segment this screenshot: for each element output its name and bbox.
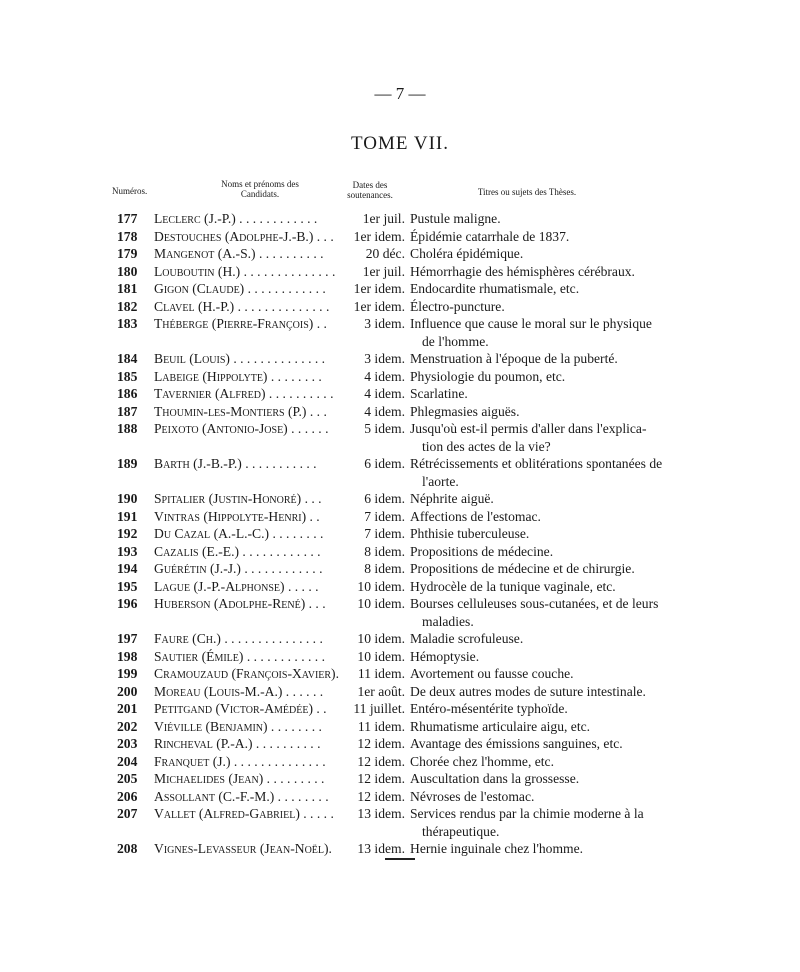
end-rule [385,858,415,860]
candidate-name: Labeige (Hippolyte) . . . . . . . . [154,368,322,384]
thesis-title [410,525,684,543]
thesis-title-line: Influence que cause le moral sur le physique [410,316,652,331]
thesis-title-line: Propositions de médecine. [410,543,554,559]
defense-date: 3 idem. [364,351,405,366]
table-row [0,263,800,281]
defense-date: 12 idem. [357,788,405,804]
thesis-title [410,648,684,666]
candidate-name: Beuil (Louis) . . . . . . . . . . . . . . [154,351,326,366]
thesis-title [410,385,684,403]
entry-number: 208 [117,841,138,856]
thesis-title-line: Menstruation à l'époque de la puberté. [410,351,618,366]
thesis-title [410,263,684,281]
thesis-title-line: Épidémie catarrhale de 1837. [410,228,570,244]
entry-number: 189 [117,456,138,471]
table-row [0,700,800,718]
table-row [0,228,800,246]
candidate-name: Barth (J.-B.-P.) . . . . . . . . . . . [154,456,317,471]
thesis-title [410,630,684,648]
candidate-name: Du Cazal (A.-L.-C.) . . . . . . . . [154,526,324,541]
table-row [0,595,800,630]
table-row [0,455,800,490]
thesis-title-line: Électro-puncture. [410,298,505,314]
candidate-name: Lague (J.-P.-Alphonse) . . . . . [154,578,319,594]
defense-date: 5 idem. [364,421,405,436]
thesis-title [410,315,684,350]
defense-date: 12 idem. [357,753,405,769]
header-dates: Dates des soutenances. [347,180,393,200]
thesis-title-line: Hémorrhagie des hémisphères cérébraux. [410,263,635,279]
defense-date: 10 idem. [357,648,405,664]
table-row [0,718,800,736]
entry-number: 177 [117,211,138,226]
table-row [0,665,800,683]
candidate-name: Gigon (Claude) . . . . . . . . . . . . [154,281,326,296]
thesis-title-continuation: thérapeutique. [422,823,500,839]
thesis-title [410,735,684,753]
thesis-title [410,245,684,263]
defense-date: 20 déc. [365,246,405,261]
entry-number: 192 [117,526,138,541]
candidate-name: Spitalier (Justin-Honoré) . . . [154,491,322,506]
defense-date: 8 idem. [364,561,405,576]
thesis-title [410,683,684,701]
candidate-name: Mangenot (A.-S.) . . . . . . . . . . [154,246,324,261]
entry-number: 179 [117,246,138,261]
defense-date: 1er juil. [362,263,405,279]
entry-number: 205 [117,771,138,786]
entry-number: 190 [117,491,138,506]
thesis-title [410,578,684,596]
table-row [0,648,800,666]
defense-date: 7 idem. [364,526,405,541]
thesis-title-line: Avantage des émissions sanguines, etc. [410,736,623,751]
thesis-title-line: Néphrite aiguë. [410,491,494,506]
thesis-title-line: Services rendus par la chimie moderne à la [410,806,644,821]
defense-date: 1er août. [357,683,405,699]
header-titres: Titres ou sujets des Thèses. [477,187,577,197]
table-row [0,753,800,771]
table-row [0,350,800,368]
table-row [0,298,800,316]
candidate-name: Peixoto (Antonio-Jose) . . . . . . [154,421,329,436]
thesis-title-line: Pustule maligne. [410,211,501,226]
defense-date: 1er idem. [353,228,405,244]
thesis-title-continuation: l'aorte. [422,473,459,489]
table-row [0,420,800,455]
entry-number: 188 [117,421,138,436]
defense-date: 6 idem. [364,456,405,471]
candidate-name: Viéville (Benjamin) . . . . . . . . [154,718,322,734]
defense-date: 1er juil. [362,211,405,226]
entry-number: 207 [117,806,138,821]
candidate-name: Franquet (J.) . . . . . . . . . . . . . . [154,753,326,769]
thesis-title-line: Névroses de l'estomac. [410,788,535,804]
defense-date: 4 idem. [364,368,405,384]
defense-date: 13 idem. [357,841,405,856]
header-noms: Noms et prénoms des Candidats. [221,179,299,199]
thesis-title [410,805,684,840]
candidate-name: Rincheval (P.-A.) . . . . . . . . . . [154,736,321,751]
entry-number: 201 [117,701,138,716]
table-row [0,840,800,858]
table-row [0,630,800,648]
table-row [0,525,800,543]
thesis-title-continuation: de l'homme. [422,333,489,349]
thesis-title [410,350,684,368]
entry-number: 180 [117,263,138,279]
thesis-title-line: Phthisie tuberculeuse. [410,526,530,541]
thesis-title [410,490,684,508]
thesis-title-line: Bourses celluleuses sous-cutanées, et de leurs [410,596,659,611]
entry-number: 185 [117,368,138,384]
page-number: — 7 — [374,84,426,103]
entry-number: 198 [117,648,138,664]
table-row [0,403,800,421]
entry-number: 200 [117,683,138,699]
thesis-title-line: Jusqu'où est-il permis d'aller dans l'explica- [410,421,647,436]
entry-number: 193 [117,543,138,559]
defense-date: 10 idem. [357,631,405,646]
thesis-title [410,700,684,718]
candidate-name: Huberson (Adolphe-René) . . . [154,596,326,611]
entry-number: 187 [117,403,138,419]
entry-number: 196 [117,596,138,611]
table-row [0,543,800,561]
defense-date: 4 idem. [364,403,405,419]
entry-number: 184 [117,351,138,366]
thesis-title-line: Scarlatine. [410,386,468,401]
defense-date: 3 idem. [364,316,405,331]
entry-number: 182 [117,298,138,314]
candidate-name: Vintras (Hippolyte-Henri) . . [154,508,320,524]
thesis-title-line: Phlegmasies aiguës. [410,403,520,419]
thesis-title [410,455,684,490]
candidate-name: Vignes-Levasseur (Jean-Noël). [154,841,332,856]
thesis-title [410,665,684,683]
defense-date: 11 idem. [357,718,405,734]
candidate-name: Tavernier (Alfred) . . . . . . . . . . [154,386,334,401]
thesis-title-line: De deux autres modes de suture intestinale. [410,683,646,699]
thesis-title [410,280,684,298]
candidate-name: Moreau (Louis-M.-A.) . . . . . . [154,683,324,699]
thesis-title [410,560,684,578]
thesis-title-line: Choléra épidémique. [410,246,524,261]
defense-date: 12 idem. [357,771,405,786]
thesis-title-line: Propositions de médecine et de chirurgie. [410,561,635,576]
entry-number: 202 [117,718,138,734]
entry-number: 206 [117,788,138,804]
thesis-title [410,298,684,316]
thesis-title [410,595,684,630]
thesis-title [410,753,684,771]
defense-date: 10 idem. [357,578,405,594]
entry-number: 197 [117,631,138,646]
table-row [0,368,800,386]
table-row [0,735,800,753]
entry-number: 178 [117,228,138,244]
entry-number: 195 [117,578,138,594]
thesis-title [410,368,684,386]
defense-date: 7 idem. [364,508,405,524]
thesis-title-line: Hernie inguinale chez l'homme. [410,841,584,856]
thesis-title-line: Endocardite rhumatismale, etc. [410,281,580,296]
thesis-title [410,718,684,736]
candidate-name: Cazalis (E.-E.) . . . . . . . . . . . . [154,543,321,559]
entry-number: 181 [117,281,138,296]
thesis-title-line: Maladie scrofuleuse. [410,631,524,646]
table-row [0,788,800,806]
candidate-name: Destouches (Adolphe-J.-B.) . . . [154,228,334,244]
thesis-title-continuation: maladies. [422,613,474,629]
candidate-name: Petitgand (Victor-Amédée) . . [154,701,327,716]
defense-date: 11 idem. [357,666,405,681]
thesis-title-line: Hémoptysie. [410,648,480,664]
defense-date: 1er idem. [353,281,405,296]
table-row [0,770,800,788]
entry-number: 191 [117,508,138,524]
thesis-title [410,403,684,421]
table-row [0,683,800,701]
entry-number: 186 [117,386,138,401]
candidate-name: Sautier (Émile) . . . . . . . . . . . . [154,648,325,664]
thesis-title-line: Affections de l'estomac. [410,508,541,524]
candidate-name: Cramouzaud (François-Xavier). [154,666,339,681]
thesis-title-line: Avortement ou fausse couche. [410,666,574,681]
candidate-name: Faure (Ch.) . . . . . . . . . . . . . . . [154,631,323,646]
table-row [0,210,800,228]
thesis-title [410,543,684,561]
candidate-name: Vallet (Alfred-Gabriel) . . . . . [154,806,334,821]
thesis-title-line: Hydrocèle de la tunique vaginale, etc. [410,578,616,594]
thesis-list [0,210,800,858]
thesis-title [410,508,684,526]
entry-number: 203 [117,736,138,751]
defense-date: 1er idem. [353,298,405,314]
defense-date: 13 idem. [357,806,405,821]
table-row [0,245,800,263]
thesis-title-line: Rétrécissements et oblitérations spontanées de [410,456,663,471]
candidate-name: Théberge (Pierre-François) . . [154,316,327,331]
candidate-name: Guérétin (J.-J.) . . . . . . . . . . . . [154,561,323,576]
candidate-name: Michaelides (Jean) . . . . . . . . . [154,771,325,786]
table-row [0,508,800,526]
table-row [0,280,800,298]
table-row [0,490,800,508]
entry-number: 183 [117,316,138,331]
entry-number: 194 [117,561,138,576]
thesis-title [410,228,684,246]
defense-date: 4 idem. [364,386,405,401]
volume-title: TOME VII. [350,133,450,154]
candidate-name: Thoumin-les-Montiers (P.) . . . [154,403,327,419]
thesis-title-line: Entéro-mésentérite typhoïde. [410,701,568,716]
thesis-title-line: Auscultation dans la grossesse. [410,771,580,786]
thesis-title [410,840,684,858]
table-row [0,385,800,403]
table-row [0,805,800,840]
header-numeros: Numéros. [112,186,148,196]
table-row [0,578,800,596]
entry-number: 204 [117,753,138,769]
table-row [0,315,800,350]
defense-date: 6 idem. [364,491,405,506]
thesis-title [410,788,684,806]
defense-date: 11 juillet. [353,701,405,716]
defense-date: 8 idem. [364,543,405,559]
candidate-name: Louboutin (H.) . . . . . . . . . . . . . . [154,263,336,279]
defense-date: 10 idem. [357,596,405,611]
thesis-title [410,420,684,455]
thesis-title [410,770,684,788]
entry-number: 199 [117,666,138,681]
thesis-title [410,210,684,228]
defense-date: 12 idem. [357,736,405,751]
table-row [0,560,800,578]
thesis-title-line: Rhumatisme articulaire aigu, etc. [410,718,591,734]
thesis-title-continuation: tion des actes de la vie? [422,438,551,454]
candidate-name: Clavel (H.-P.) . . . . . . . . . . . . . . [154,298,330,314]
thesis-title-line: Physiologie du poumon, etc. [410,368,566,384]
candidate-name: Assollant (C.-F.-M.) . . . . . . . . [154,788,329,804]
candidate-name: Leclerc (J.-P.) . . . . . . . . . . . . [154,211,318,226]
thesis-title-line: Chorée chez l'homme, etc. [410,753,554,769]
